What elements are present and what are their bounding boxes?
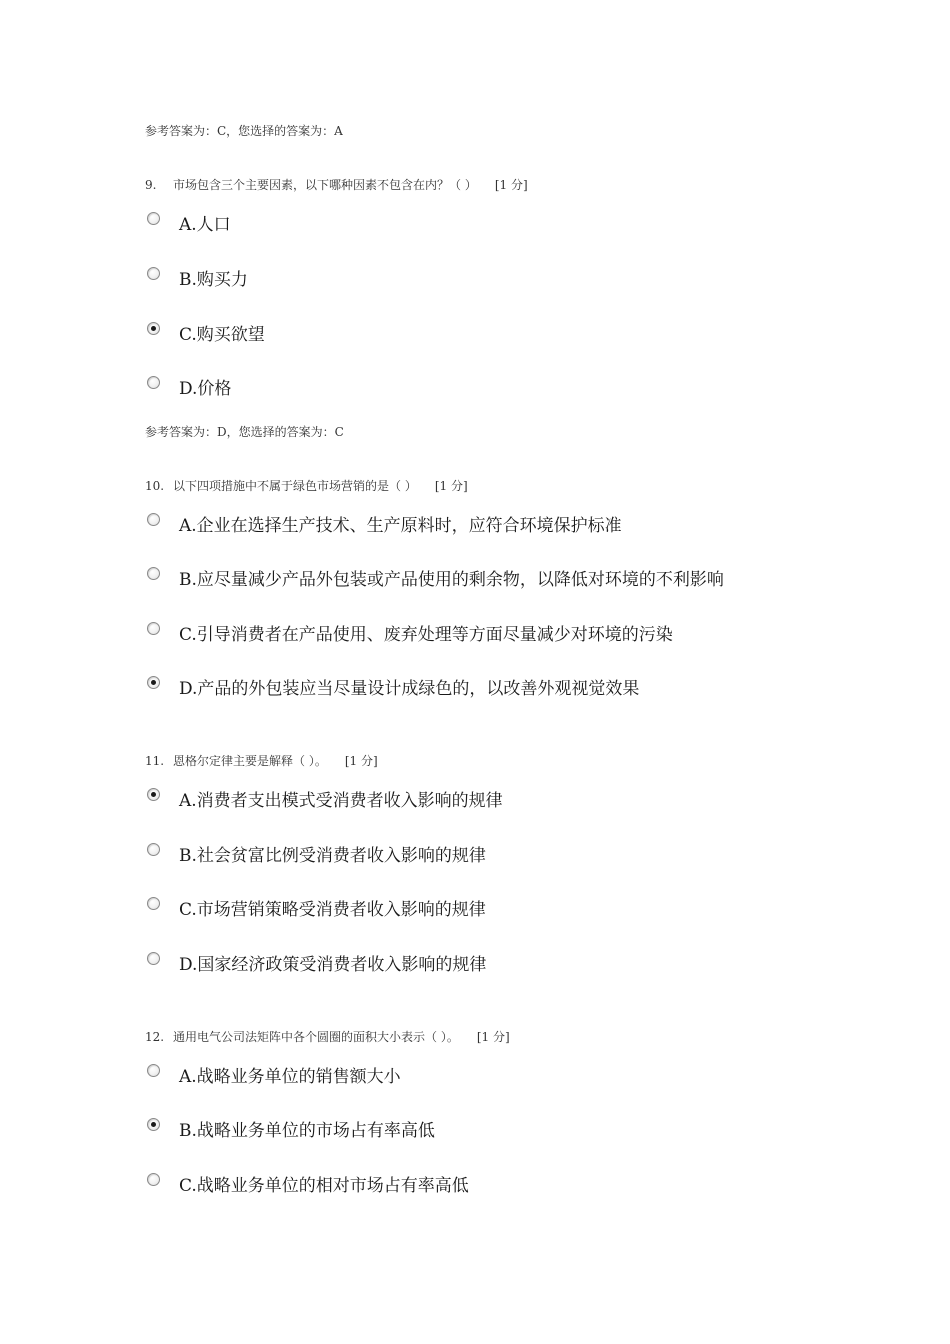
question-9-stem bbox=[145, 178, 528, 192]
question-score: [1 分] bbox=[434, 479, 468, 493]
radio-button[interactable] bbox=[147, 1173, 160, 1186]
radio-button[interactable] bbox=[147, 1064, 160, 1077]
option-label: D.国家经济政策受消费者收入影响的规律 bbox=[179, 955, 487, 975]
question-score: [1 分] bbox=[494, 178, 528, 192]
question-10-option-c[interactable] bbox=[147, 624, 673, 646]
radio-button[interactable] bbox=[147, 212, 160, 225]
answer-note-q9: 参考答案为：D，您选择的答案为：C bbox=[145, 425, 344, 439]
question-9-option-b[interactable] bbox=[147, 269, 248, 291]
radio-button[interactable] bbox=[147, 843, 160, 856]
question-number: 10. bbox=[145, 479, 165, 493]
question-text: 市场包含三个主要因素，以下哪种因素不包含在内？（ ） bbox=[173, 178, 477, 192]
option-label: A.企业在选择生产技术、生产原料时，应符合环境保护标准 bbox=[179, 516, 622, 536]
radio-button-selected[interactable] bbox=[147, 788, 160, 801]
option-label: C.战略业务单位的相对市场占有率高低 bbox=[179, 1176, 469, 1196]
option-label: A.消费者支出模式受消费者收入影响的规律 bbox=[179, 791, 503, 811]
question-score: [1 分] bbox=[344, 754, 378, 768]
question-number: 12. bbox=[145, 1030, 165, 1044]
option-label: D.价格 bbox=[179, 379, 232, 399]
question-12-option-c[interactable] bbox=[147, 1175, 469, 1197]
question-11-option-a[interactable] bbox=[147, 790, 503, 812]
radio-button[interactable] bbox=[147, 622, 160, 635]
question-text: 以下四项措施中不属于绿色市场营销的是（ ） bbox=[173, 479, 417, 493]
answer-note-q8: 参考答案为：C，您选择的答案为：A bbox=[145, 124, 343, 138]
question-number: 9. bbox=[145, 178, 157, 192]
option-label: B.应尽量减少产品外包装或产品使用的剩余物，以降低对环境的不利影响 bbox=[179, 570, 724, 590]
question-10-option-d[interactable] bbox=[147, 678, 639, 700]
question-12-option-a[interactable] bbox=[147, 1066, 401, 1088]
option-label: B.社会贫富比例受消费者收入影响的规律 bbox=[179, 846, 486, 866]
question-10-stem bbox=[145, 479, 468, 493]
option-label: B.战略业务单位的市场占有率高低 bbox=[179, 1121, 435, 1141]
radio-button[interactable] bbox=[147, 267, 160, 280]
radio-button[interactable] bbox=[147, 376, 160, 389]
question-9-option-a[interactable] bbox=[147, 214, 231, 236]
question-12-option-b[interactable] bbox=[147, 1120, 435, 1142]
option-label: A.战略业务单位的销售额大小 bbox=[179, 1067, 401, 1087]
radio-button-selected[interactable] bbox=[147, 676, 160, 689]
radio-button[interactable] bbox=[147, 952, 160, 965]
question-10-option-a[interactable] bbox=[147, 515, 622, 537]
question-11-option-c[interactable] bbox=[147, 899, 486, 921]
option-label: C.引导消费者在产品使用、废弃处理等方面尽量减少对环境的污染 bbox=[179, 625, 673, 645]
option-label: D.产品的外包装应当尽量设计成绿色的，以改善外观视觉效果 bbox=[179, 679, 640, 699]
question-9-option-c[interactable] bbox=[147, 324, 265, 346]
question-11-option-b[interactable] bbox=[147, 845, 486, 867]
option-label: C.市场营销策略受消费者收入影响的规律 bbox=[179, 900, 486, 920]
question-text: 通用电气公司法矩阵中各个圆圈的面积大小表示（ ）。 bbox=[173, 1030, 459, 1044]
question-12-stem bbox=[145, 1030, 510, 1044]
radio-button[interactable] bbox=[147, 513, 160, 526]
radio-button[interactable] bbox=[147, 567, 160, 580]
question-score: [1 分] bbox=[476, 1030, 510, 1044]
option-label: C.购买欲望 bbox=[179, 325, 265, 345]
option-label: A.人口 bbox=[179, 215, 231, 235]
question-11-option-d[interactable] bbox=[147, 954, 486, 976]
option-label: B.购买力 bbox=[179, 270, 248, 290]
question-10-option-b[interactable] bbox=[147, 569, 724, 591]
question-11-stem bbox=[145, 754, 378, 768]
radio-button-selected[interactable] bbox=[147, 322, 160, 335]
question-number: 11. bbox=[145, 754, 165, 768]
radio-button[interactable] bbox=[147, 897, 160, 910]
radio-button-selected[interactable] bbox=[147, 1118, 160, 1131]
question-9-option-d[interactable] bbox=[147, 378, 231, 400]
question-text: 恩格尔定律主要是解释（ ）。 bbox=[173, 754, 327, 768]
